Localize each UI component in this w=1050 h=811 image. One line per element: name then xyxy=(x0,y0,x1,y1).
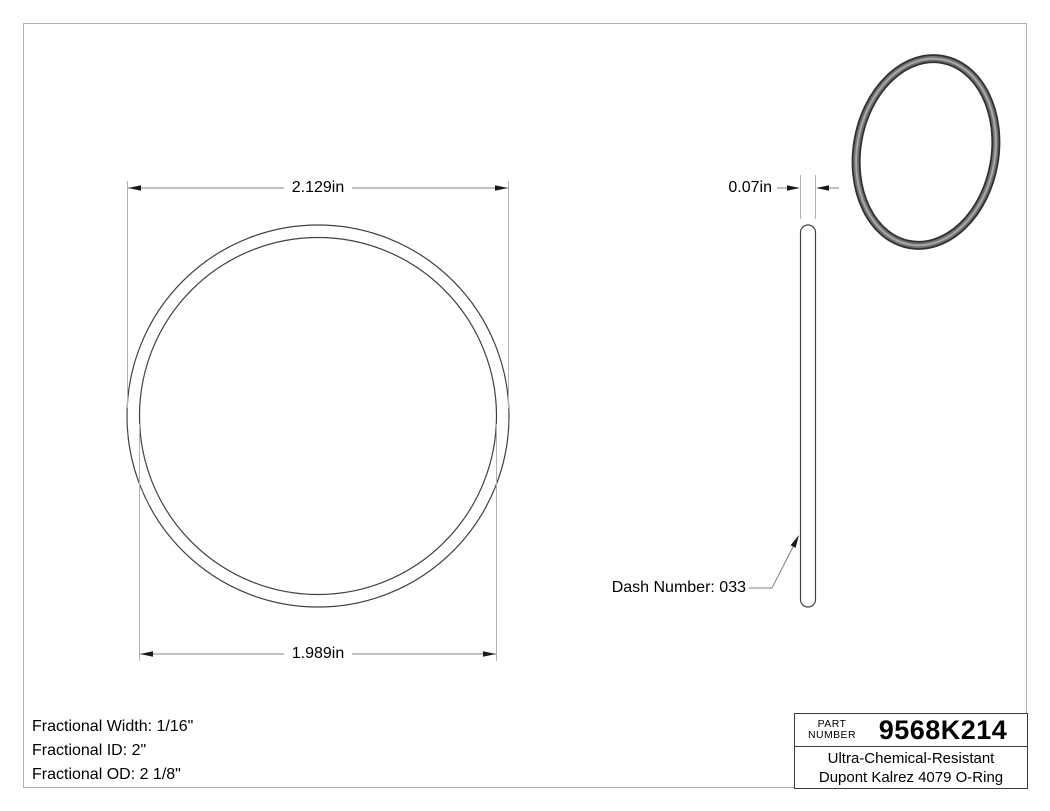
oring-3d-outline xyxy=(842,47,1011,256)
width-arrowhead-right xyxy=(816,185,829,191)
od-arrowhead-left xyxy=(128,185,141,191)
oring-inner-circle xyxy=(140,238,497,595)
part-number-caption xyxy=(799,719,865,741)
dash-number-leader-line xyxy=(749,541,796,588)
drawing-frame xyxy=(24,24,1027,788)
part-number-caption-line1: PART xyxy=(817,718,847,730)
oring-side-profile xyxy=(801,225,816,607)
fractional-width-note: Fractional Width: 1/16" xyxy=(32,718,194,735)
part-description-line2: Dupont Kalrez 4079 O-Ring xyxy=(818,769,1004,786)
od-dimension-label: 2.129in xyxy=(291,179,345,196)
oring-3d-body xyxy=(842,47,1011,256)
title-block xyxy=(794,713,1028,789)
width-arrowhead-left xyxy=(787,185,800,191)
oring-outer-circle xyxy=(127,225,509,607)
oring-3d-highlight xyxy=(842,47,1011,256)
fractional-id-note: Fractional ID: 2" xyxy=(32,742,147,759)
title-block-description xyxy=(795,747,1027,787)
dash-number-arrowhead xyxy=(791,535,799,548)
title-block-part-row xyxy=(795,714,1027,747)
part-description-line1: Ultra-Chemical-Resistant xyxy=(827,750,995,767)
oring-3d-render xyxy=(842,47,1011,256)
dash-number-label: Dash Number: 033 xyxy=(611,579,746,596)
id-dimension-label: 1.989in xyxy=(291,645,345,662)
part-number-caption-line2: NUMBER xyxy=(808,729,856,741)
part-number-value: 9568K214 xyxy=(878,714,1008,745)
fractional-od-note: Fractional OD: 2 1/8" xyxy=(32,766,181,783)
od-arrowhead-right xyxy=(495,185,508,191)
width-dimension-label: 0.07in xyxy=(728,179,772,196)
fractional-notes xyxy=(32,715,193,787)
id-arrowhead-right xyxy=(483,651,496,657)
id-arrowhead-left xyxy=(140,651,153,657)
